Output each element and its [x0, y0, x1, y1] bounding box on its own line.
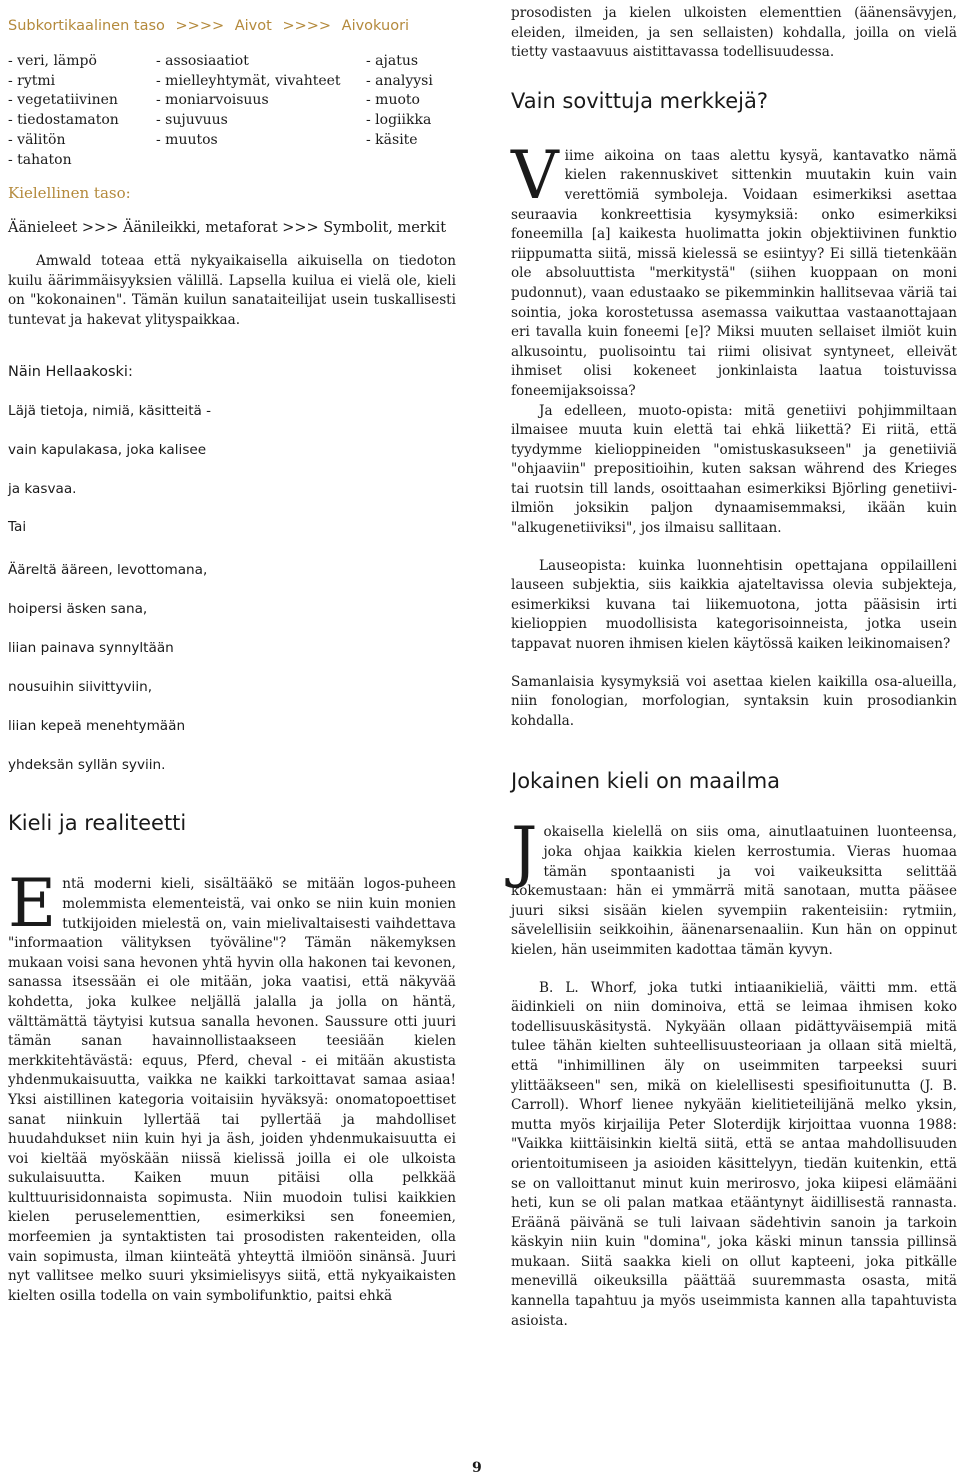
poem-first — [8, 402, 456, 499]
section-heading-kieli-ja-realiteetti: Kieli ja realiteetti — [8, 811, 187, 836]
concept-columns — [8, 52, 456, 170]
poem-line: Läjä tietoja, nimiä, käsitteitä - — [8, 403, 212, 420]
concept-item: - analyysi — [366, 72, 433, 89]
concept-item: - välitön — [8, 131, 66, 148]
article-paragraph: Samanlaisia kysymyksiä voi asettaa kielen kaikilla osa-alueilla, niin fonologian, morfologian, syntaksin kuin prosodiankin kohdalla. — [511, 673, 957, 729]
concept-item: - sujuvuus — [156, 112, 228, 129]
continued-paragraph: prosodisten ja kielen ulkoisten elementtien (äänensävyjen, eleiden, ilmeiden, ja sen sellaisten) kohdalla, joilla on vielä tietty vastaavuus aistittavassa todellisuudessa. — [511, 5, 957, 61]
poem-line: liian kepeä menehtymään — [8, 718, 186, 735]
amwald-paragraph: Amwald toteaa että nykyaikaisella aikuisella on tiedoton kuilu äärimmäisyyksien välillä. Lapsella kuilua ei vielä ole, kieli on "kokonainen". Tämän kuilun sanataiteilijat usein tuskallisesti tuntevat ja hakevat ylityspaikkaa. — [8, 253, 456, 328]
page-number: 9 — [472, 1460, 482, 1476]
left-column — [8, 18, 456, 1306]
poem-second — [8, 561, 456, 775]
right-column — [511, 4, 957, 1331]
concept-item: - rytmi — [8, 72, 56, 89]
paragraph-gap — [511, 961, 957, 979]
paragraph-gap — [511, 655, 957, 673]
hellaakoski-intro: Näin Hellaakoski: — [8, 364, 133, 381]
poem-line: nousuihin siivittyviin, — [8, 679, 153, 696]
poem-line: liian painava synnyltään — [8, 640, 174, 657]
poem-line: vain kapulakasa, joka kalisee — [8, 442, 207, 459]
section-heading-jokainen-kieli-on-maailma: Jokainen kieli on maailma — [511, 769, 781, 794]
poem-line: ja kasvaa. — [8, 481, 77, 498]
concept-item: - tahaton — [8, 151, 72, 168]
poem-line: hoipersi äsken sana, — [8, 601, 148, 618]
concept-item: - moniarvoisuus — [156, 92, 269, 109]
breadcrumb-item: Aivot — [234, 18, 272, 34]
concept-column-cortex — [366, 52, 433, 151]
section-heading-vain-sovittuja-merkkeja: Vain sovittuja merkkejä? — [511, 88, 768, 113]
drop-cap: J — [511, 813, 538, 891]
concept-item: - muutos — [156, 131, 218, 148]
paragraph-gap — [511, 539, 957, 557]
concept-item: - muoto — [366, 92, 420, 109]
concept-item: - tiedostamaton — [8, 112, 119, 129]
article-text: ntä moderni kieli, sisältääkö se mitään logos-puheen molemmista elementeistä, vai onko se niin kuin monien tutkijoiden mielestä on, vain mielivaltaisesti vaihdettava "informaation välityksen työväline"? Tämän näkemyksen mukaan voisi sana hevonen yhtä hyvin olla hakonen tai kevonen, sanassa itsessään ei ole mitään, joka vaatisi, että näkyvää kohdetta, joka kulkee neljällä jalalla ja jolla on häntä, välttämättä täytyisi kutsua sanalla hevonen. Saussure otti juuri tämän sanan havainnollistaakseen teesiään kielen merkkitehtävästä: equus, Pferd, cheval - ei mitään akustista yhdenmukaisuutta, vaikka ne kaikki tarkoittavat samaa asiaa! Yksi aistillinen kategoria voitaisiin hyväksyä: onomatopoettiset sanat niinkuin lyllertää tai pyllertää ja mahdolliset huudahdukset niin kuin hyi ja äsh, joiden yhdenmukaisuutta ei voi kieltää myöskään niissä kielissä joilla ei ole ulkoista sukulaisuutta. Kaiken muun pitäisi olla pelkkää kulttuurisidonnaista sopimusta. Niin muodoin tulisi kaikkien kielen peruselementtien, esimerkiksi sen foneemien, morfeemien ja syntaktisten tai prosodisten rakenteiden, olla vain sopimusta, ilman kiinteätä yhteyttä ilmiöön sinänsä. Juuri nyt vallitsee melko suuri yksimielisyys siitä, että nykyaikaisten kielten osilla todella on vain symbolifunktio, paitsi ehkä — [8, 876, 456, 1304]
article-text: iime aikoina on taas alettu kysyä, kantavatko nämä kielen rakennuskivet sittenkin muutakin kuin vain verettömiä symboleja. Voidaan esimerkiksi asettaa seuraavia konkreettisia kysymyksiä: onko esimerkiksi foneemilla [a] kaikesta huolimatta jokin objektiivinen funktio riippumatta siitä, missä kielessä se esiintyy? Ei sillä tietenkään ole absoluuttista "merkitystä" (siihen kuoppaan on moni pudonnut), vaan edustaako se pikemminkin hallitsevaa väriä tai sointia, joka korostetussa asemassa vaikuttaa vastaanottajaan eri tavalla kuin foneemi [e]? Miksi muuten sellaiset ilmiöt kuin alkusointu, puolisointu tai riimi olisivat syntyneet, elleivät ihmiset olisi kokeneet jonkinlaista laatua toistuvissa foneemijaksoissa? — [511, 147, 957, 399]
article-paragraph — [511, 136, 957, 402]
article-paragraph: B. L. Whorf, joka tutki intiaanikieliä, väitti mm. että äidinkieli on niin dominoiva, että se leimaa ihmisen koko todellisuuskäsitystä. Nykyään ollaan pidättyväisempiä mitä tulee tähän kielten suhteellisuusteoriaan ja ollaan sitä mieltä, että "inhimillinen äly on useimmiten tarpeeksi suuri ylittääkseen" sen, mikä on kielellisesti spesifioitunutta (J. B. Carroll). Whorf lienee nykyään kielitieteilijänä melko yksin, mutta myös kirjailija Peter Sloterdijk kirjoittaa vuonna 1988: "Vaikka kiittäisinkin kieltä siitä, että se antaa mahdollisuuden orientoitumiseen ja asioiden käsittelyyn, tiedän kuitenkin, että se on valloittanut minut kuin merirosvo, joka kiipesi elämääni heti, kun se oli palan matkaa etääntynyt äidillisestä rannasta. Eräänä päivänä se tuli laivaan sädehtivin sanoin ja tarkoin käskyin niin kuin "domina", joka käski minun tanssia pillinsä mukaan. Siitä saakka kieli on ollut kapteeni, joka pitkälle menevillä oikeuksilla päättää suuremmasta osasta, mitä kannella tapahtuu ja myös useimmista kannen alla tapahtuvista asioista. — [511, 979, 957, 1329]
article-paragraph — [511, 813, 957, 960]
drop-cap: V — [511, 136, 559, 214]
article-paragraph — [8, 865, 456, 1306]
concept-item: - logiikka — [366, 112, 432, 129]
breadcrumb-separator: >>>> — [175, 18, 225, 34]
concept-item: - assosiaatiot — [156, 53, 249, 69]
concept-item: - veri, lämpö — [8, 53, 97, 69]
article-paragraph: Lauseopista: kuinka luonnehtisin opettajana oppilailleni lauseen subjektia, siis kaikkia ajateltavissa olevia subjekteja, esimerkiksi kuvana tai liikemuotona, jotta pääsisin irti kielioppien muodollisista kategorisoinneista, jotka usein tappavat nuoren ihmisen kielen käytössä kaiken leikinomaisen? — [511, 557, 957, 653]
language-level-label: Kielellinen taso: — [8, 184, 131, 202]
concept-column-subcortical — [8, 52, 119, 170]
breadcrumb-item: Aivokuori — [341, 18, 410, 34]
poem-line: Ääreltä ääreen, levottomana, — [8, 562, 208, 579]
concept-item: - ajatus — [366, 53, 419, 69]
breadcrumb-separator: >>>> — [282, 18, 332, 34]
concept-column-brain — [156, 52, 341, 151]
concept-item: - vegetatiivinen — [8, 92, 118, 109]
article-paragraph: Ja edelleen, muoto-opista: mitä genetiivi pohjimmiltaan ilmaisee muuta kuin elettä tai ehkä liikettä? Ei riitä, että tyydymme kielioppineiden "omistuskasukseen" ja genetiiviä "ohjaaviin" prepositioihin, kuten saksan während des Krieges tai ruotsin till lands, osoittaahan esimerkiksi Björling genetiivi-ilmiön joksikin paljon dynaamisemmaksi, ikään kuin "alkugenetiiviksi", jos ilmaisu sallitaan. — [511, 402, 957, 537]
drop-cap: E — [8, 865, 57, 943]
concept-item: - mielleyhtymät, vivahteet — [156, 72, 341, 89]
article-text: okaisella kielellä on siis oma, ainutlaatuinen luonteensa, joka ohjaa kaikkia kielen kerrostumia. Vieras huomaa tämän spontaanisti ja voi vaikeuksitta selittää kokemustaan: hän ei ymmärrä mitä sanotaan, mutta pääsee juuri siksi sisään kielen syvempiin rakenteisiin: rytmiin, sävelellisiin seikkoihin, äänenarsenaaliin. Kun hän on oppinut kielen, hän useimmiten kadottaa tämän kyvyn. — [511, 824, 957, 958]
poem-separator: Tai — [8, 519, 27, 536]
concept-item: - käsite — [366, 131, 418, 148]
poem-line: yhdeksän syllän syviin. — [8, 757, 166, 774]
breadcrumb-item: Subkortikaalinen taso — [8, 18, 165, 34]
breadcrumb — [8, 18, 456, 34]
language-chain: Äänieleet >>> Äänileikki, metaforat >>> Symbolit, merkit — [8, 220, 447, 236]
